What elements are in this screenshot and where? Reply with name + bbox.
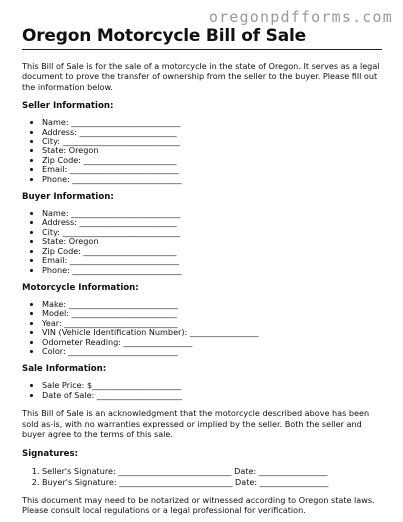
- sale-heading: Sale Information:: [22, 364, 107, 375]
- sale-date-field: • Date of Sale: _____________________: [42, 391, 384, 400]
- document-page: [22, 26, 384, 516]
- motorcycle-vin-field: • VIN (Vehicle Identification Number): _________________: [42, 328, 384, 337]
- buyer-phone-field: • Phone: ___________________________: [42, 266, 384, 275]
- buyer-name-field: • Name: ___________________________: [42, 209, 384, 218]
- sale-list: [22, 381, 384, 400]
- motorcycle-heading: Motorcycle Information:: [22, 282, 139, 293]
- motorcycle-make-field: • Make: ___________________________: [42, 300, 384, 309]
- watermark: oregonpdfforms.com: [208, 8, 393, 26]
- seller-name-field: • Name: ___________________________: [42, 118, 384, 127]
- motorcycle-odometer-field: • Odometer Reading: _________________: [42, 338, 384, 347]
- buyer-zip-field: • Zip Code: _______________________: [42, 247, 384, 256]
- seller-state-field: • State: Oregon: [42, 146, 384, 155]
- buyer-list: [22, 209, 384, 275]
- buyer-heading: Buyer Information:: [22, 192, 114, 203]
- sale-price-field: • Sale Price: $______________________: [42, 381, 384, 390]
- seller-zip-field: • Zip Code: _______________________: [42, 156, 384, 165]
- seller-city-field: • City: _____________________________: [42, 137, 384, 146]
- seller-list: [22, 118, 384, 184]
- seller-email-field: • Email: ___________________________: [42, 165, 384, 174]
- seller-signature-line: 1. Seller's Signature: ____________________________ Date: _________________: [42, 466, 384, 476]
- buyer-state-field: • State: Oregon: [42, 237, 384, 246]
- motorcycle-color-field: • Color: ___________________________: [42, 347, 384, 356]
- motorcycle-list: [22, 300, 384, 356]
- motorcycle-year-field: • Year: ____________________________: [42, 319, 384, 328]
- buyer-address-field: • Address: ________________________: [42, 218, 384, 227]
- buyer-email-field: • Email: ___________________________: [42, 256, 384, 265]
- signatures-heading: Signatures:: [22, 449, 79, 460]
- seller-address-field: • Address: ________________________: [42, 128, 384, 137]
- acknowledgment-paragraph: This Bill of Sale is an acknowledgment that the motorcycle described above has been sold as-is, with no warranties expressed or implied by the seller. Both the seller and buyer agree to the terms of this sale.: [22, 408, 370, 439]
- intro-paragraph: This Bill of Sale is for the sale of a motorcycle in the state of Oregon. It serves as a legal document to prove the transfer of ownership from the seller to the buyer. Please fill out the information below.: [22, 61, 380, 92]
- seller-phone-field: • Phone: ___________________________: [42, 175, 384, 184]
- motorcycle-model-field: • Model: __________________________: [42, 309, 384, 318]
- signatures-list: [22, 466, 384, 486]
- buyer-signature-line: 2. Buyer's Signature: ____________________________ Date: _________________: [42, 477, 384, 487]
- buyer-city-field: • City: _____________________________: [42, 228, 384, 237]
- seller-heading: Seller Information:: [22, 101, 114, 112]
- footer-paragraph: This document may need to be notarized or witnessed according to Oregon state laws. Please consult local regulations or a legal professional for verification.: [22, 494, 375, 516]
- document-title: Oregon Motorcycle Bill of Sale: [22, 26, 382, 50]
